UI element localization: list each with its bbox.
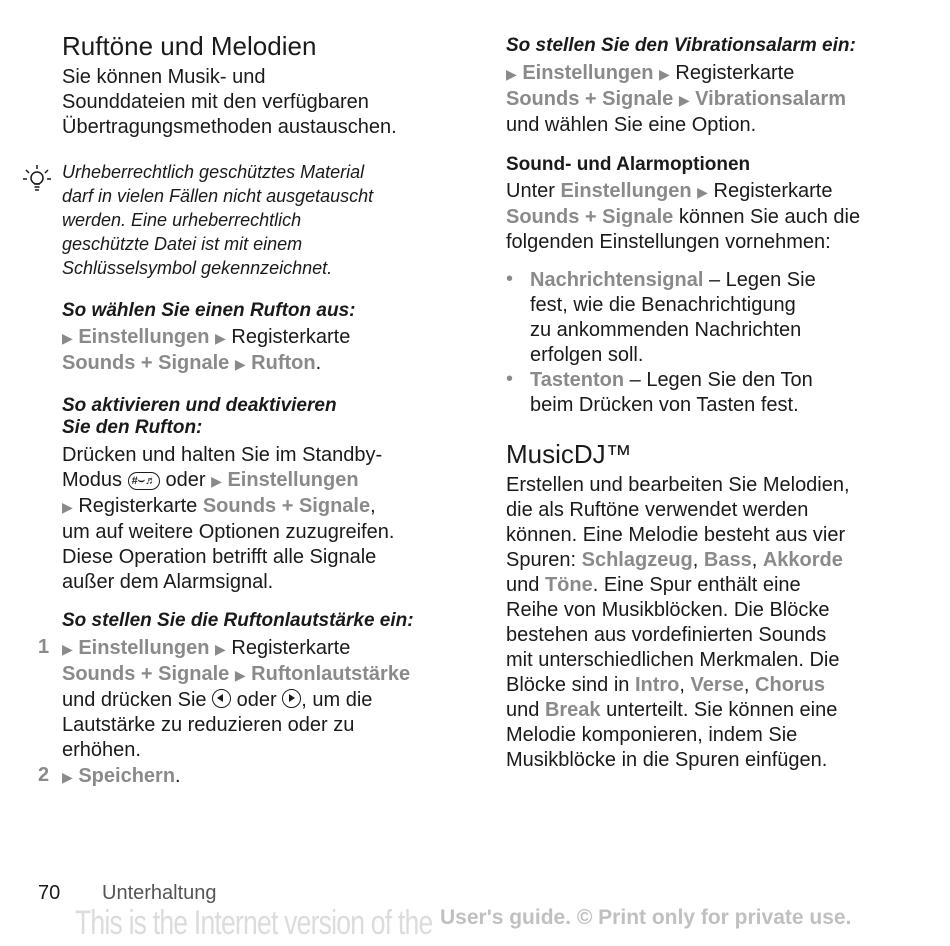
body-text: können Sie auch die [678, 206, 861, 228]
body-text: Spuren: [506, 549, 577, 571]
note-line: Schlüsselsymbol gekennzeichnet. [62, 258, 333, 278]
select-ringtone-section [62, 300, 452, 377]
body-text: und [506, 574, 540, 596]
note-line: werden. Eine urheberrechtlich [62, 210, 302, 230]
term-toene: Töne [544, 574, 593, 596]
instruction-line [506, 61, 906, 87]
vibration-section [506, 35, 906, 138]
term-bass: Bass [703, 549, 752, 571]
body-line: bestehen aus vordefinierten Sounds [506, 624, 827, 646]
bullet-nachrichtensignal [530, 268, 910, 368]
body-text: unterteilt. Sie können eine [600, 699, 838, 721]
instruction-line: Sounds + Signale ▶ Rufton. [62, 352, 322, 374]
arrow-icon: ▶ [215, 641, 226, 657]
comma: , [370, 495, 376, 517]
arrow-icon: ▶ [215, 330, 226, 346]
arrow-icon: ▶ [678, 92, 690, 108]
menu-einstellungen: Einstellungen [78, 637, 210, 659]
body-line [506, 573, 906, 598]
step-line: erhöhen. [62, 739, 141, 761]
term-verse: Verse [690, 674, 744, 696]
note-line: geschützte Datei ist mit einem [62, 234, 303, 254]
bullet-line: erfolgen soll. [530, 344, 644, 366]
subsection-title: So stellen Sie den Vibrationsalarm ein: [506, 35, 856, 56]
body-line [506, 698, 906, 723]
subsection-title: So stellen Sie die Ruftonlautstärke ein: [62, 610, 414, 631]
body-line: Spuren: Schlagzeug, Bass, Akkorde [506, 549, 843, 571]
tab-text: Registerkarte [231, 637, 351, 659]
intro-line: Sie können Musik- und [62, 66, 266, 88]
step-text: , um die [301, 689, 373, 711]
arrow-icon: ▶ [659, 66, 670, 82]
term-nachrichtensignal: Nachrichtensignal [530, 269, 704, 291]
menu-sounds-signale: Sounds + Signale [202, 495, 371, 517]
menu-einstellungen: Einstellungen [227, 469, 359, 491]
step-line [62, 662, 457, 688]
arrow-icon: ▶ [234, 667, 246, 683]
step-1 [62, 636, 457, 763]
intro-line: Übertragungsmethoden austauschen. [62, 116, 397, 138]
term-break: Break [544, 699, 601, 721]
arrow-icon: ▶ [234, 356, 246, 372]
bullet-dot: • [506, 268, 514, 290]
intro-line: Sounddateien mit den verfügbaren [62, 91, 369, 113]
subsection-title: Sound- und Alarmoptionen [506, 154, 751, 175]
note-text [62, 160, 442, 280]
arrow-icon: ▶ [62, 499, 73, 515]
bullet-line [530, 268, 910, 293]
body-line: außer dem Alarmsignal. [62, 571, 274, 593]
step-line [62, 636, 457, 662]
subsection-title: So wählen Sie einen Rufton aus: [62, 300, 356, 321]
subsection-title: Sie den Rufton: [62, 417, 203, 438]
note-line: Urheberrechtlich geschütztes Material [62, 162, 365, 182]
bullet-line: beim Drücken von Tasten fest. [530, 394, 799, 416]
oder-text: oder [236, 689, 277, 711]
sound-options-section [506, 153, 906, 255]
term-chorus: Chorus [755, 674, 826, 696]
footer-section: Unterhaltung [102, 882, 217, 904]
body-line: Diese Operation betrifft alle Signale [62, 546, 377, 568]
bullet-line: fest, wie die Benachrichtigung [530, 294, 796, 316]
tab-text: Registerkarte [713, 180, 833, 202]
arrow-icon: ▶ [62, 641, 73, 657]
tab-text: Registerkarte [675, 62, 795, 84]
section-title: Ruftöne und Melodien [62, 31, 317, 61]
step-line: ▶ Speichern. [62, 765, 181, 787]
term-schlagzeug: Schlagzeug [581, 549, 693, 571]
oder-text: oder [165, 469, 206, 491]
instruction-line [62, 325, 452, 351]
intro-paragraph [62, 65, 462, 140]
bullet-text: – Legen Sie den Ton [624, 369, 813, 391]
body-line [62, 468, 457, 494]
body-line: Blöcke sind in Intro, Verse, Chorus [506, 674, 826, 696]
body-line: können. Eine Melodie besteht aus vier [506, 524, 846, 546]
menu-einstellungen: Einstellungen [78, 326, 210, 348]
body-line: folgenden Einstellungen vornehmen: [506, 231, 831, 253]
nav-left-icon [212, 689, 231, 708]
term-akkorde: Akkorde [762, 549, 843, 571]
step-text: und drücken Sie [62, 689, 207, 711]
menu-sounds-signale: Sounds + Signale [506, 88, 674, 110]
musicdj-title: MusicDJ™ [506, 439, 632, 469]
body-line: um auf weitere Optionen zuzugreifen. [62, 521, 395, 543]
body-text: Blöcke sind in [506, 674, 630, 696]
body-line: Drücken und halten Sie im Standby- [62, 444, 383, 466]
subsection-title: So aktivieren und deaktivieren [62, 395, 337, 416]
menu-speichern: Speichern [78, 765, 176, 787]
term-tastenton: Tastenton [530, 369, 625, 391]
lightbulb-tip-icon [20, 162, 54, 196]
body-text: und [506, 699, 540, 721]
instruction-line: und wählen Sie eine Option. [506, 114, 757, 136]
toggle-ringtone-section [62, 395, 457, 595]
instruction-line [506, 87, 906, 113]
menu-einstellungen: Einstellungen [522, 62, 654, 84]
step-line: Lautstärke zu reduzieren oder zu [62, 714, 355, 736]
body-line: Reihe von Musikblöcken. Die Blöcke [506, 599, 830, 621]
menu-einstellungen: Einstellungen [560, 180, 692, 202]
body-line: Musikblöcke in die Spuren einfügen. [506, 749, 828, 771]
step-line [62, 688, 457, 713]
step-number: 1 [38, 636, 50, 658]
arrow-icon: ▶ [62, 769, 73, 785]
watermark-right: User's guide. © Print only for private use. [440, 906, 852, 929]
menu-sounds-signale: Sounds + Signale [62, 352, 230, 374]
menu-sounds-signale: Sounds + Signale [62, 663, 230, 685]
bullet-tastenton [530, 368, 910, 418]
term-intro: Intro [634, 674, 680, 696]
bullet-text: – Legen Sie [703, 269, 816, 291]
arrow-icon: ▶ [211, 473, 222, 489]
musicdj-paragraph [506, 473, 906, 773]
note-line: darf in vielen Fällen nicht ausgetauscht [62, 186, 374, 206]
body-text: . Eine Spur enthält eine [592, 574, 801, 596]
unter-text: Unter [506, 180, 555, 202]
hash-key-icon: #⌣♬ [128, 472, 160, 490]
menu-vibrationsalarm: Vibrationsalarm [695, 88, 846, 110]
tab-text: Registerkarte [78, 495, 198, 517]
step-number: 2 [38, 764, 50, 786]
body-line: die als Ruftöne verwendet werden [506, 499, 809, 521]
nav-right-icon [282, 689, 301, 708]
menu-sounds-signale: Sounds + Signale [506, 206, 674, 228]
body-line [506, 205, 906, 230]
arrow-icon: ▶ [62, 330, 73, 346]
body-line [506, 179, 906, 205]
volume-section [62, 610, 457, 632]
step-2 [62, 764, 181, 790]
watermark-left: This is the Internet version of the [75, 904, 433, 942]
bullet-line [530, 368, 910, 393]
body-line: Melodie komponieren, indem Sie [506, 724, 798, 746]
menu-ruftonlautstaerke: Ruftonlautstärke [251, 663, 411, 685]
tab-text: Registerkarte [231, 326, 351, 348]
page-number: 70 [38, 882, 61, 904]
modus-text: Modus [62, 469, 123, 491]
bullet-line: zu ankommenden Nachrichten [530, 319, 802, 341]
arrow-icon: ▶ [506, 66, 517, 82]
body-line: Erstellen und bearbeiten Sie Melodien, [506, 474, 850, 496]
arrow-icon: ▶ [697, 184, 708, 200]
bullet-dot: • [506, 368, 514, 390]
body-line [62, 494, 457, 520]
menu-rufton: Rufton [251, 352, 316, 374]
body-line: mit unterschiedlichen Merkmalen. Die [506, 649, 840, 671]
